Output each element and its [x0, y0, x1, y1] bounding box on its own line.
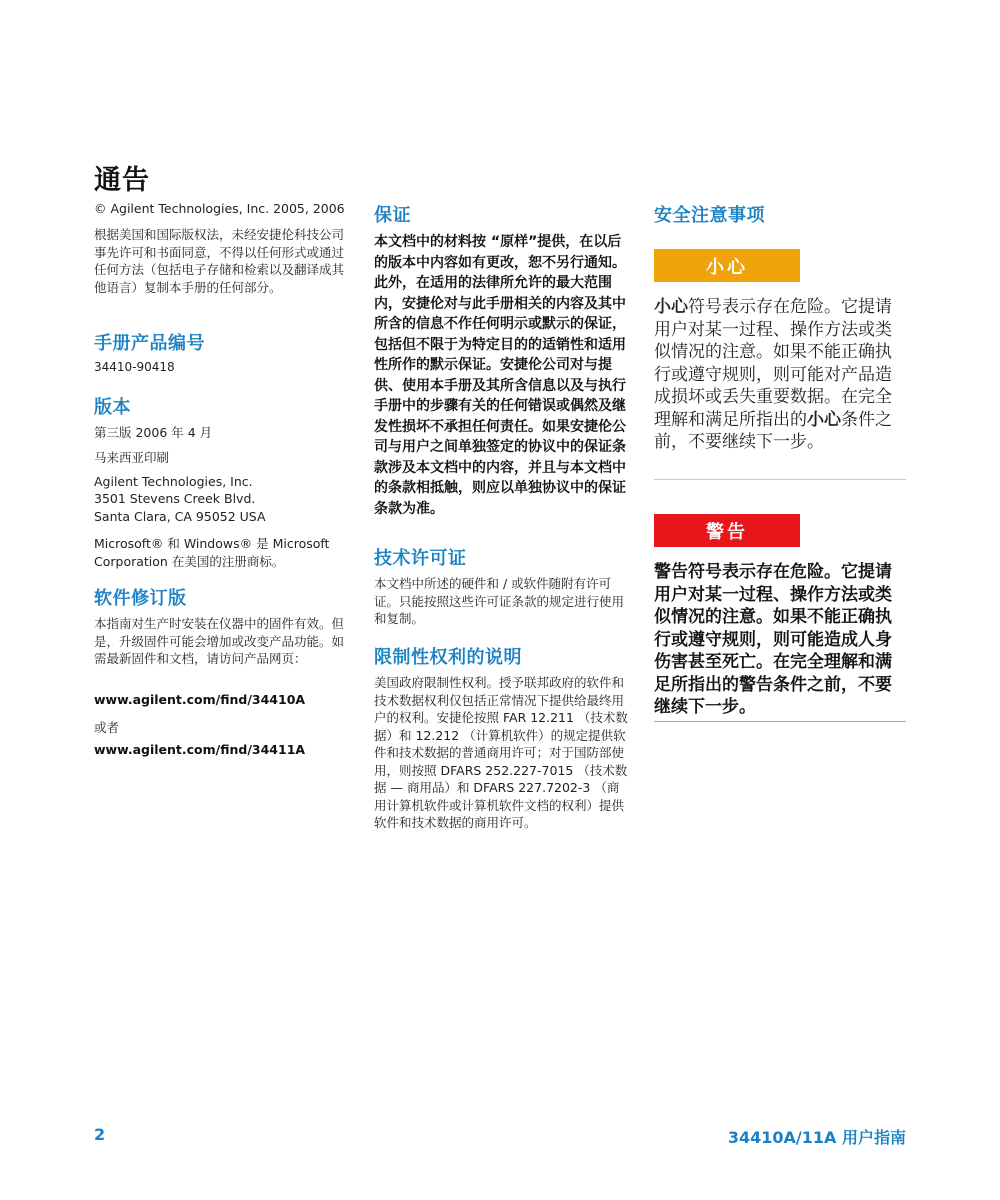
product-link-34410a[interactable]: www.agilent.com/find/34410A [94, 692, 306, 707]
caution-text-body: 符号表示存在危险。它提请用户对某一过程、操作方法或类似情况的注意。如果不能正确执行或遵守规则，则可能对产品造成损坏或丢失重要数据。在完全理解和满足所指出的 [654, 297, 892, 430]
software-revision-heading: 软件修订版 [94, 588, 187, 609]
or-text: 或者 [94, 720, 120, 735]
warranty-heading: 保证 [374, 205, 411, 226]
page-title: 通告 [94, 165, 150, 196]
manual-number-heading: 手册产品编号 [94, 333, 205, 354]
edition-heading: 版本 [94, 397, 131, 418]
caution-word-2: 小心 [807, 409, 841, 430]
warning-badge [654, 514, 800, 547]
address-line-1: Agilent Technologies, Inc. [94, 474, 253, 489]
page-number: 2 [94, 1125, 106, 1144]
edition-line: 第三版 2006 年 4 月 [94, 425, 213, 440]
software-revision-text: 本指南对生产时安装在仪器中的固件有效。但是，升级固件可能会增加或改变产品功能。如需最新固件和文档，请访问产品网页： [94, 616, 345, 666]
restricted-rights-text: 美国政府限制性权利。授予联邦政府的软件和技术数据权利仅包括正常情况下提供给最终用户的权利。安捷伦按照 FAR 12.211 （技术数据）和 12.212 （计算机软件）的规定提供软件和技术数据的普通商用许可；对于国防部使用，则按照 DFARS 252.227-7015 （技术数据 — 商用品）和 DFARS 227.7202-3 （商用计算机软件或计算机软件文档的权利）提供软件和技术数据的商用许可。 [374, 675, 628, 830]
guide-title: 34410A/11A 用户指南 [727, 1128, 906, 1147]
manual-number-value: 34410-90418 [94, 360, 175, 374]
copyright-text: 根据美国和国际版权法，未经安捷伦科技公司事先许可和书面同意，不得以任何形式或通过任何方法（包括电子存储和检索以及翻译成其他语言）复制本手册的任何部分。 [94, 227, 345, 295]
caution-word: 小心 [654, 297, 688, 317]
warning-divider [654, 721, 906, 722]
caution-text-end: 条件之前，不要继续下一步。 [654, 409, 892, 452]
caution-badge-label: 小心 [706, 256, 748, 278]
caution-text [654, 296, 906, 454]
address-line-2: 3501 Stevens Creek Blvd. [94, 491, 256, 506]
product-link-34411a[interactable]: www.agilent.com/find/34411A [94, 742, 306, 757]
license-text: 本文档中所述的硬件和 / 或软件随附有许可证。只能按照这些许可证条款的规定进行使用和复制。 [374, 576, 625, 626]
address-line-3: Santa Clara, CA 95052 USA [94, 509, 266, 524]
license-heading: 技术许可证 [374, 548, 467, 569]
warranty-text: 本文档中的材料按 “原样”提供，在以后的版本中内容如有更改，恕不另行通知。此外，在适用的法律所允许的最大范围内，安捷伦对与此手册相关的内容及其中所含的信息不作任何明示或默示的保证，包括但不限于为特定目的的适销性和适用性所作的默示保证。安捷伦公司对与提供、使用本手册及其所含信息以及与执行手册中的步骤有关的任何错误或偶然及继发性损坏不承担任何责任。如果安捷伦公司与用户之间单独签定的协议中的保证条款涉及本文档中的内容，并且与本文档中的条款相抵触，则应以单独协议中的保证条款为准。 [374, 234, 626, 517]
trademark-text: Microsoft® 和 Windows® 是 Microsoft Corporation 在美国的注册商标。 [94, 536, 330, 569]
caution-badge [654, 249, 800, 282]
copyright-line: © Agilent Technologies, Inc. 2005, 2006 [94, 201, 345, 216]
warning-badge-label: 警告 [706, 521, 748, 543]
printed-in: 马来西亚印刷 [94, 450, 170, 465]
restricted-rights-heading: 限制性权利的说明 [374, 647, 522, 668]
safety-heading: 安全注意事项 [654, 205, 765, 226]
caution-divider [654, 479, 906, 480]
warning-text: 警告符号表示存在危险。它提请用户对某一过程、操作方法或类似情况的注意。如果不能正确执行或遵守规则，则可能造成人身伤害甚至死亡。在完全理解和满足所指出的警告条件之前，不要继续下一步。 [654, 562, 892, 717]
